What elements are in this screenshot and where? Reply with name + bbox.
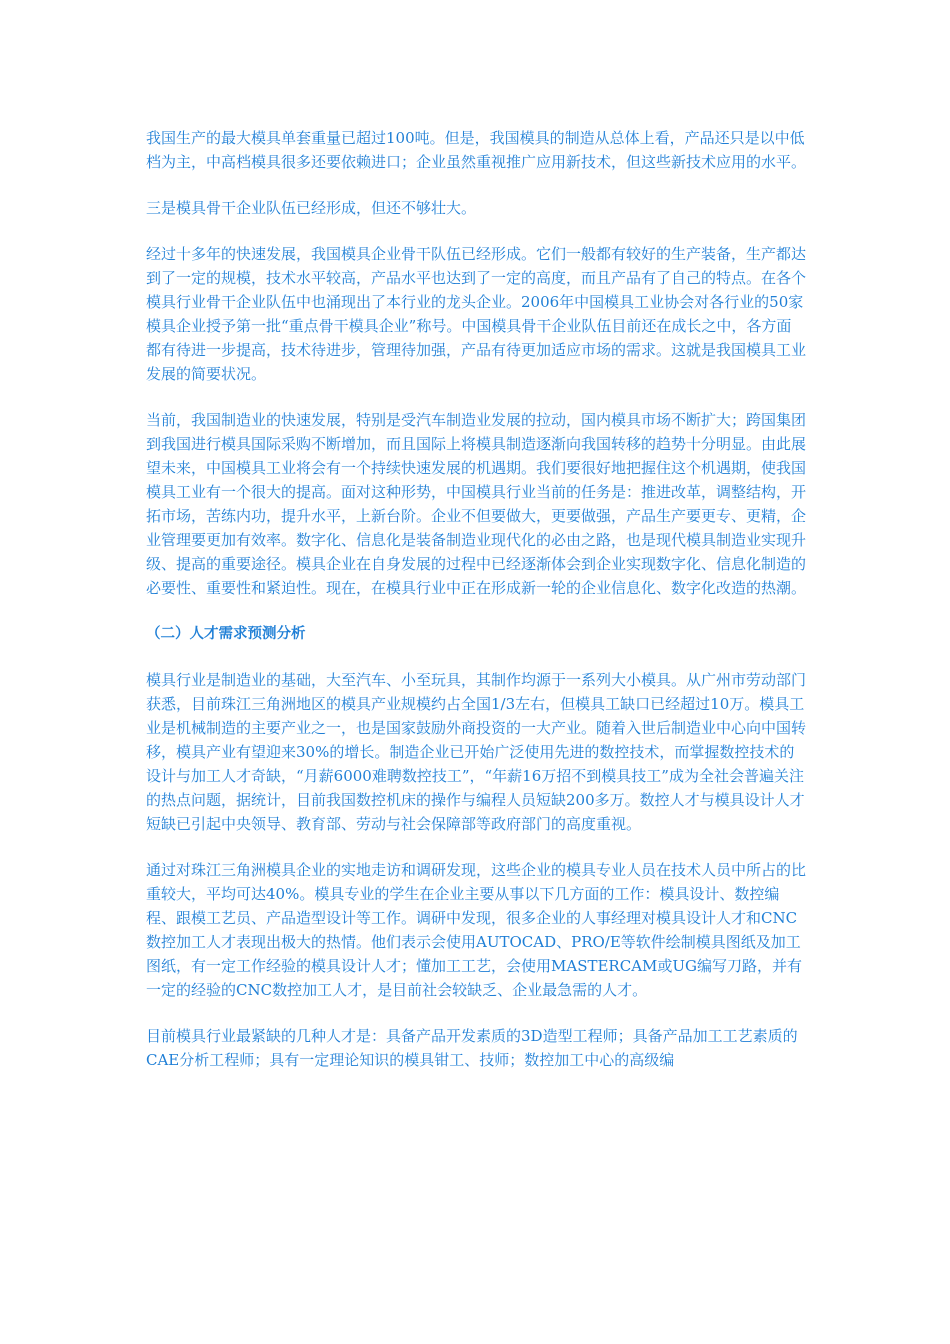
- paragraph: 当前，我国制造业的快速发展，特别是受汽车制造业发展的拉动，国内模具市场不断扩大；跨国集团到我国进行模具国际采购不断增加，而且国际上将模具制造逐渐向我国转移的趋势十分明显。由此展望未来，中国模具工业将会有一个持续快速发展的机遇期。我们要很好地把握住这个机遇期，使我国模具工业有一个很大的提高。面对这种形势，中国模具行业当前的任务是：推进改革，调整结构，开拓市场，苦练内功，提升水平，上新台阶。企业不但要做大，更要做强，产品生产要更专、更精，企业管理要更加有效率。数字化、信息化是装备制造业现代化的必由之路，也是现代模具制造业实现升级、提高的重要途径。模具企业在自身发展的过程中已经逐渐体会到企业实现数字化、信息化制造的必要性、重要性和紧迫性。现在，在模具行业中正在形成新一轮的企业信息化、数字化改造的热潮。: [146, 411, 807, 597]
- paragraph: 通过对珠江三角洲模具企业的实地走访和调研发现，这些企业的模具专业人员在技术人员中所占的比重较大，平均可达40%。模具专业的学生在企业主要从事以下几方面的工作：模具设计、数控编程、跟模工艺员、产品造型设计等工作。调研中发现，很多企业的人事经理对模具设计人才和CNC数控加工人才表现出极大的热情。他们表示会使用AUTOCAD、PRO/E等软件绘制模具图纸及加工图纸，有一定工作经验的模具设计人才；懂加工工艺，会使用MASTERCAM或UG编写刀路，并有一定的经验的CNC数控加工人才，是目前社会较缺乏、企业最急需的人才。: [146, 861, 807, 999]
- document-body: [146, 126, 806, 1094]
- paragraph: 我国生产的最大模具单套重量已超过100吨。但是，我国模具的制造从总体上看，产品还只是以中低档为主，中高档模具很多还要依赖进口；企业虽然重视推广应用新技术，但这些新技术应用的水平。: [146, 129, 807, 171]
- paragraph: 目前模具行业最紧缺的几种人才是：具备产品开发素质的3D造型工程师；具备产品加工工艺素质的CAE分析工程师；具有一定理论知识的模具钳工、技师；数控加工中心的高级编: [146, 1027, 798, 1069]
- section-heading: （二）人才需求预测分析: [146, 626, 306, 642]
- paragraph: 三是模具骨干企业队伍已经形成，但还不够壮大。: [146, 199, 477, 217]
- paragraph: 经过十多年的快速发展，我国模具企业骨干队伍已经形成。它们一般都有较好的生产装备，生产都达到了一定的规模，技术水平较高，产品水平也达到了一定的高度，而且产品有了自己的特点。在各个模具行业骨干企业队伍中也涌现出了本行业的龙头企业。2006年中国模具工业协会对各行业的50家模具企业授予第一批“重点骨干模具企业”称号。中国模具骨干企业队伍目前还在成长之中，各方面都有待进一步提高，技术待进步，管理待加强，产品有待更加适应市场的需求。这就是我国模具工业发展的简要状况。: [146, 245, 807, 383]
- paragraph: 模具行业是制造业的基础，大至汽车、小至玩具，其制作均源于一系列大小模具。从广州市劳动部门获悉，目前珠江三角洲地区的模具产业规模约占全国1/3左右，但模具工缺口已经超过10万。模具工业是机械制造的主要产业之一，也是国家鼓励外商投资的一大产业。随着入世后制造业中心向中国转移，模具产业有望迎来30%的增长。制造企业已开始广泛使用先进的数控技术，而掌握数控技术的设计与加工人才奇缺，“月薪6000难聘数控技工”，“年薪16万招不到模具技工”成为全社会普遍关注的热点问题，据统计，目前我国数控机床的操作与编程人员短缺200多万。数控人才与模具设计人才短缺已引起中央领导、教育部、劳动与社会保障部等政府部门的高度重视。: [146, 671, 807, 833]
